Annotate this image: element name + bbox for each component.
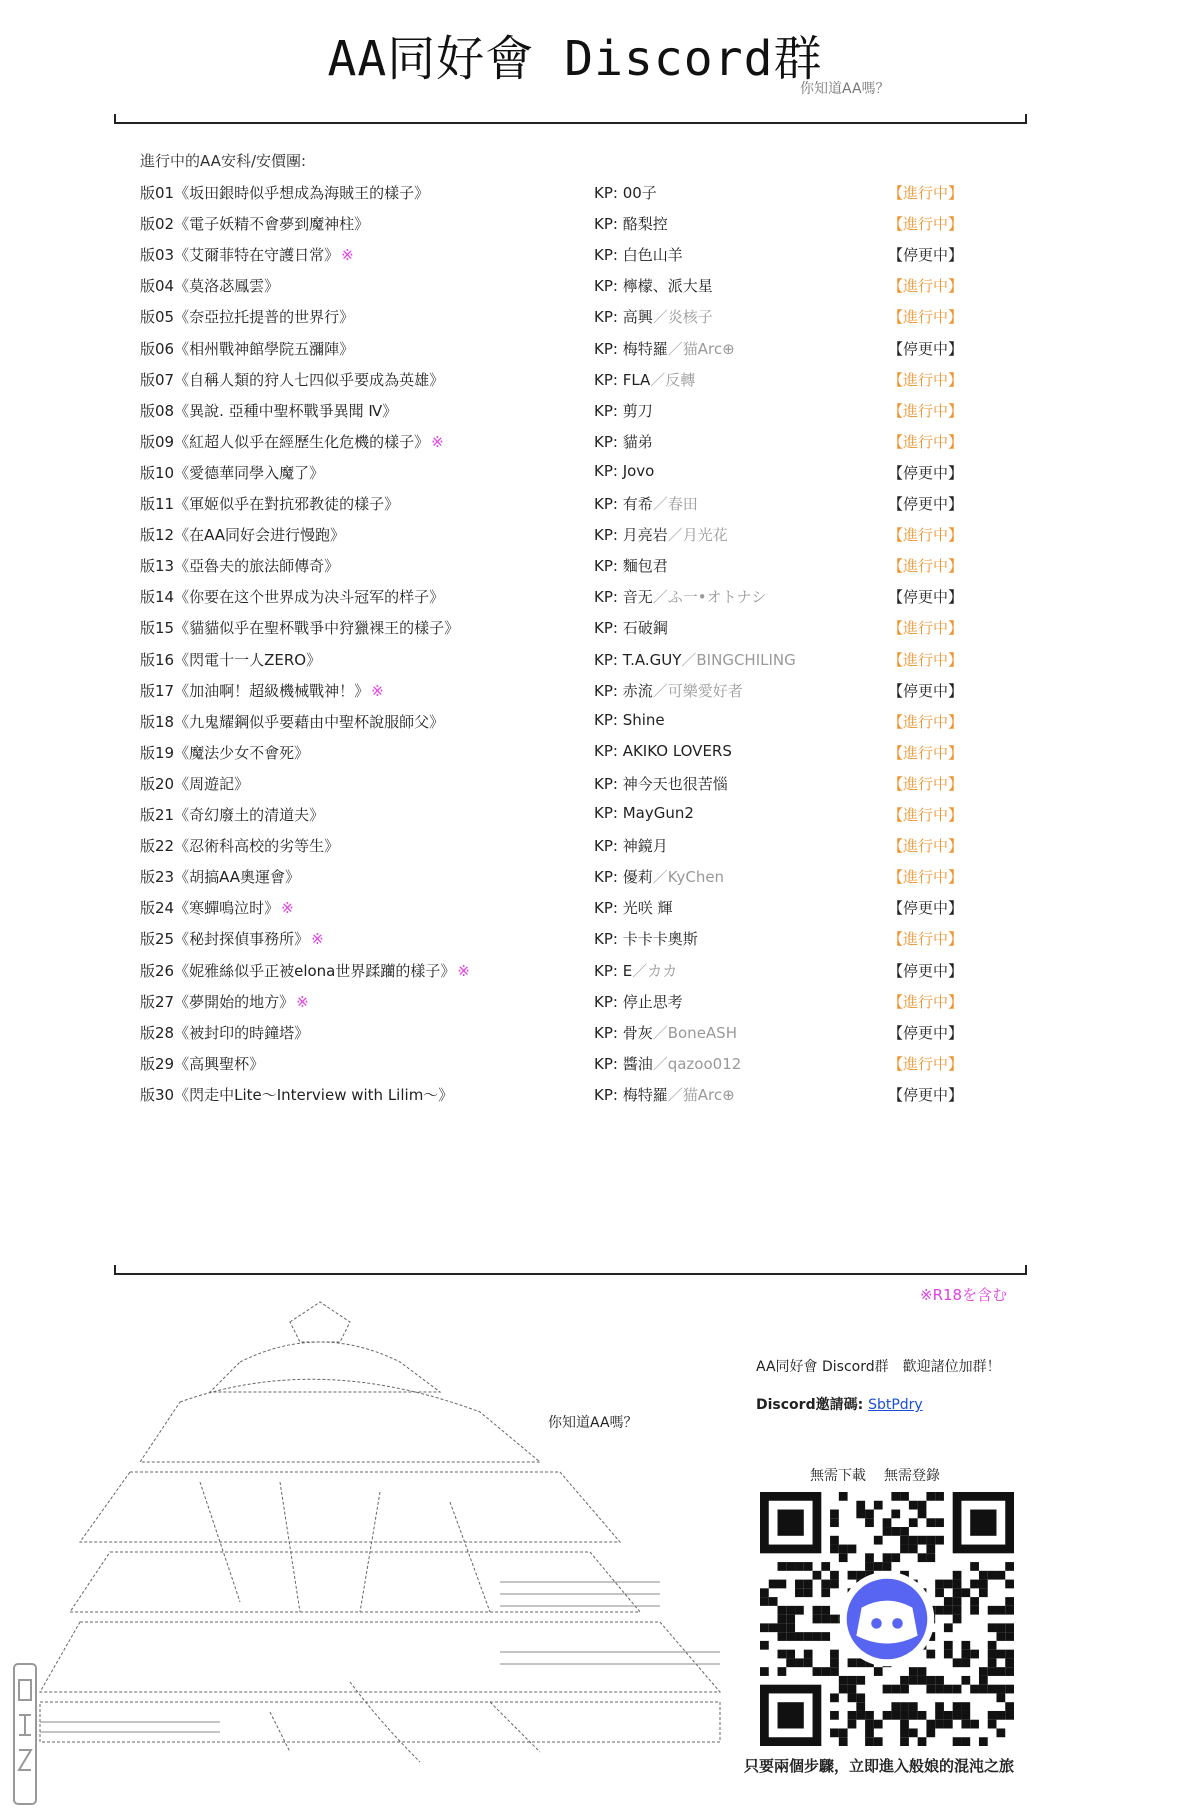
status-badge-active: 【進行中】 <box>888 992 964 1011</box>
r18-marker: ※ <box>341 246 354 265</box>
session-title-text: 版25《秘封探偵事務所》 <box>140 930 310 949</box>
session-title[interactable] <box>140 866 300 887</box>
status-badge-active: 【進行中】 <box>888 743 964 762</box>
kp-name: KP: AKIKO LOVERS <box>594 741 732 760</box>
session-title[interactable] <box>140 400 397 421</box>
discord-eye <box>871 1618 882 1629</box>
session-title-text: 版12《在AA同好会进行慢跑》 <box>140 526 346 545</box>
kp-name: KP: 音无 <box>594 588 653 607</box>
kp-alt-name: ／KyChen <box>652 868 725 887</box>
status-badge-active: 【進行中】 <box>888 837 964 856</box>
session-kp <box>594 493 698 514</box>
kp-alt-name: ／qazoo012 <box>652 1054 742 1073</box>
status-badge-active: 【進行中】 <box>888 215 964 234</box>
session-title[interactable] <box>140 928 324 949</box>
session-title[interactable] <box>140 586 444 607</box>
session-title-text: 版21《奇幻廢土的清道夫》 <box>140 806 325 824</box>
session-kp <box>594 1022 737 1043</box>
dm5-watermark-icon <box>10 1660 40 1810</box>
session-title[interactable] <box>140 1053 264 1074</box>
session-kp <box>594 338 735 359</box>
session-title-text: 版27《夢開始的地方》 <box>140 992 295 1011</box>
session-row[interactable] <box>0 1049 1200 1079</box>
session-row[interactable] <box>0 334 1200 364</box>
session-title[interactable] <box>140 244 354 265</box>
session-kp <box>594 991 683 1012</box>
status-badge-paused: 【停更中】 <box>888 463 964 482</box>
session-kp <box>594 524 728 545</box>
session-title-text: 版08《異說. 亞種中聖杯戰爭異聞 Ⅳ》 <box>140 401 398 420</box>
session-kp <box>594 617 668 638</box>
session-kp <box>594 711 665 729</box>
session-row[interactable] <box>0 582 1200 612</box>
kp-alt-name: ／可樂愛好者 <box>652 681 743 700</box>
kp-name: KP: T.A.GUY <box>594 650 682 669</box>
kp-name: KP: 酪梨控 <box>594 215 668 234</box>
session-title[interactable] <box>140 897 294 918</box>
kp-alt-name: ／BINGCHILING <box>681 650 796 669</box>
kp-name: KP: 有希 <box>594 495 653 513</box>
session-kp <box>594 400 653 421</box>
status-badge-paused: 【停更中】 <box>888 339 964 358</box>
session-title[interactable] <box>140 835 339 856</box>
session-row[interactable] <box>0 427 1200 457</box>
kp-name: KP: 光咲 輝 <box>594 899 673 918</box>
session-title-text: 版28《被封印的時鐘塔》 <box>140 1023 310 1042</box>
session-title-text: 版13《亞魯夫的旅法師傳奇》 <box>140 557 340 576</box>
kp-name: KP: Jovo <box>594 461 655 480</box>
status-badge-paused: 【停更中】 <box>888 961 964 980</box>
page-subtitle: 你知道AA嗎？ <box>800 81 890 97</box>
ascii-art-illustration <box>20 1282 740 1782</box>
invite-code-label: Discord邀請碼: <box>756 1397 869 1413</box>
session-kp <box>594 275 713 296</box>
footer-note: 只要兩個步驟，立即進入般娘的混沌之旅 <box>744 1757 1015 1775</box>
kp-alt-name: ／ふ一•オトナシ <box>652 588 767 607</box>
kp-name: KP: 檸檬、派大星 <box>594 277 713 296</box>
kp-name: KP: 石破鋼 <box>594 619 668 638</box>
session-kp <box>594 244 683 265</box>
session-row[interactable] <box>0 1080 1200 1110</box>
invite-code-line <box>756 1394 923 1414</box>
kp-name: KP: 神鏡月 <box>594 837 668 856</box>
kp-alt-name: ／カカ <box>632 961 678 980</box>
session-title[interactable] <box>140 555 339 576</box>
session-row[interactable] <box>0 551 1200 581</box>
session-row[interactable] <box>0 707 1200 737</box>
session-title-text: 版19《魔法少女不會死》 <box>140 743 310 762</box>
session-title[interactable] <box>140 711 444 732</box>
session-row[interactable] <box>0 302 1200 332</box>
session-row[interactable] <box>0 956 1200 986</box>
kp-name: KP: 赤流 <box>594 681 653 700</box>
status-badge-active: 【進行中】 <box>888 184 964 202</box>
session-row[interactable] <box>0 800 1200 830</box>
session-title-text: 版20《周遊記》 <box>140 774 250 793</box>
session-title[interactable] <box>140 306 354 327</box>
session-title-text: 版01《坂田銀時似乎想成為海賊王的樣子》 <box>140 184 430 202</box>
session-row[interactable] <box>0 178 1200 208</box>
kp-name: KP: 神今天也很苦惱 <box>594 774 728 793</box>
session-title[interactable] <box>140 1084 453 1105</box>
kp-name: KP: 停止思考 <box>594 992 683 1011</box>
r18-marker: ※ <box>281 899 294 918</box>
session-title-text: 版04《莫洛苾鳳雲》 <box>140 277 280 296</box>
session-title-text: 版26《妮雅絲似乎正被elona世界蹂躪的樣子》 <box>140 961 456 980</box>
qr-note-no-download: 無需下載 <box>810 1468 866 1484</box>
kp-name: KP: 剪刀 <box>594 401 653 420</box>
session-title-text: 版29《高興聖杯》 <box>140 1054 265 1073</box>
list-heading: 進行中的AA安科/安價團: <box>140 152 307 170</box>
session-title-text: 版02《電子妖精不會夢到魔神柱》 <box>140 215 370 234</box>
status-badge-active: 【進行中】 <box>888 806 964 824</box>
session-kp <box>594 1084 735 1105</box>
session-title-text: 版24《寒蟬鳴泣时》 <box>140 899 280 918</box>
session-row[interactable] <box>0 831 1200 861</box>
session-title[interactable] <box>140 804 324 825</box>
session-title-text: 版16《閃電十一人ZERO》 <box>140 650 322 669</box>
session-title[interactable] <box>140 1022 309 1043</box>
session-title-text: 版23《胡搞AA奧運會》 <box>140 868 301 887</box>
status-badge-active: 【進行中】 <box>888 277 964 296</box>
session-title[interactable] <box>140 338 354 359</box>
session-title[interactable] <box>140 369 444 390</box>
status-badge-active: 【進行中】 <box>888 619 964 638</box>
session-title[interactable] <box>140 742 309 763</box>
session-row[interactable] <box>0 396 1200 426</box>
session-title[interactable] <box>140 493 399 514</box>
session-kp <box>594 555 668 576</box>
status-badge-active: 【進行中】 <box>888 774 964 793</box>
art-caption: 你知道AA嗎？ <box>548 1415 638 1431</box>
r18-marker: ※ <box>431 432 444 451</box>
session-title[interactable] <box>140 960 470 981</box>
session-row[interactable] <box>0 613 1200 643</box>
status-badge-active: 【進行中】 <box>888 308 964 327</box>
session-title[interactable] <box>140 773 249 794</box>
session-title-text: 版17《加油啊！超級機械戰神！》 <box>140 681 370 700</box>
discord-face-shape <box>856 1601 917 1644</box>
status-badge-paused: 【停更中】 <box>888 681 964 700</box>
session-row[interactable] <box>0 645 1200 675</box>
kp-alt-name: ／BoneASH <box>652 1023 737 1042</box>
kp-name: KP: 高興 <box>594 308 653 327</box>
status-badge-paused: 【停更中】 <box>888 588 964 607</box>
kp-alt-name: ／猫Arc⊕ <box>667 339 735 358</box>
status-badge-paused: 【停更中】 <box>888 1023 964 1042</box>
kp-alt-name: ／反轉 <box>650 370 696 389</box>
session-row[interactable] <box>0 458 1200 488</box>
session-kp <box>594 960 677 981</box>
session-row[interactable] <box>0 987 1200 1017</box>
page-title: AA同好會 Discord群 <box>327 31 823 87</box>
session-title-text: 版06《相州戰神館學院五瀰陣》 <box>140 339 355 358</box>
session-title[interactable] <box>140 431 444 452</box>
kp-name: KP: 卡卡卡奧斯 <box>594 930 698 949</box>
kp-name: KP: 貓弟 <box>594 432 653 451</box>
session-kp <box>594 773 728 794</box>
qr-note <box>810 1465 958 1485</box>
session-row[interactable] <box>0 240 1200 270</box>
kp-name: KP: 梅特羅 <box>594 339 668 358</box>
session-title[interactable] <box>140 275 279 296</box>
session-kp <box>594 213 668 234</box>
session-kp <box>594 680 743 701</box>
session-row[interactable] <box>0 862 1200 892</box>
kp-name: KP: 麵包君 <box>594 557 668 576</box>
kp-name: KP: 月亮岩 <box>594 526 668 545</box>
kp-alt-name: ／月光花 <box>667 526 728 545</box>
status-badge-active: 【進行中】 <box>888 526 964 545</box>
session-title-text: 版11《軍姬似乎在對抗邪教徒的樣子》 <box>140 495 400 513</box>
session-kp <box>594 928 698 949</box>
session-title[interactable] <box>140 213 369 234</box>
session-kp <box>594 182 657 203</box>
session-kp <box>594 866 724 887</box>
session-row[interactable] <box>0 738 1200 768</box>
status-badge-active: 【進行中】 <box>888 1054 964 1073</box>
session-title-text: 版14《你要在这个世界成为决斗冠军的样子》 <box>140 588 445 607</box>
r18-note: ※R18を含む <box>920 1286 1008 1304</box>
session-title-text: 版15《貓貓似乎在聖杯戰爭中狩獵裸王的樣子》 <box>140 619 460 638</box>
session-title[interactable] <box>140 462 324 483</box>
session-kp <box>594 835 668 856</box>
session-row[interactable] <box>0 489 1200 519</box>
kp-name: KP: 優莉 <box>594 868 653 887</box>
invite-code-link[interactable]: SbtPdry <box>868 1397 923 1413</box>
status-badge-active: 【進行中】 <box>888 650 964 669</box>
session-kp <box>594 1053 741 1074</box>
session-title-text: 版03《艾爾菲特在守護日常》 <box>140 246 340 265</box>
kp-name: KP: 醬油 <box>594 1054 653 1073</box>
status-badge-active: 【進行中】 <box>888 930 964 949</box>
session-row[interactable] <box>0 520 1200 550</box>
session-row[interactable] <box>0 676 1200 706</box>
r18-marker: ※ <box>311 930 324 949</box>
status-badge-active: 【進行中】 <box>888 401 964 420</box>
status-badge-paused: 【停更中】 <box>888 246 964 265</box>
status-badge-active: 【進行中】 <box>888 712 964 731</box>
kp-name: KP: E <box>594 961 633 980</box>
session-kp <box>594 462 654 480</box>
session-kp <box>594 586 766 607</box>
session-kp <box>594 431 653 452</box>
r18-marker: ※ <box>371 681 384 700</box>
session-title-text: 版09《紅超人似乎在經歷生化危機的樣子》 <box>140 432 430 451</box>
session-kp <box>594 369 695 390</box>
session-row[interactable] <box>0 924 1200 954</box>
qr-note-no-login: 無需登錄 <box>884 1468 940 1484</box>
kp-name: KP: 00子 <box>594 184 657 202</box>
discord-eye <box>892 1618 903 1629</box>
promo-text: AA同好會 Discord群 歡迎諸位加群！ <box>756 1359 1001 1375</box>
bottom-divider <box>114 1273 1027 1275</box>
session-title[interactable] <box>140 649 321 670</box>
session-kp <box>594 649 796 670</box>
status-badge-paused: 【停更中】 <box>888 899 964 918</box>
kp-name: KP: MayGun2 <box>594 804 694 822</box>
session-row[interactable] <box>0 769 1200 799</box>
kp-name: KP: 白色山羊 <box>594 246 683 265</box>
status-badge-active: 【進行中】 <box>888 370 964 389</box>
r18-marker: ※ <box>296 992 309 1011</box>
session-kp <box>594 897 672 918</box>
kp-alt-name: ／猫Arc⊕ <box>667 1085 735 1104</box>
kp-name: KP: FLA <box>594 370 651 389</box>
r18-marker: ※ <box>457 961 470 980</box>
status-badge-paused: 【停更中】 <box>888 1085 964 1104</box>
kp-alt-name: ／炎核子 <box>652 308 713 327</box>
session-title-text: 版18《九鬼耀鋼似乎要藉由中聖杯說服師父》 <box>140 712 445 731</box>
session-title[interactable] <box>140 182 429 203</box>
qr-code-icon[interactable] <box>760 1492 1014 1746</box>
status-badge-active: 【進行中】 <box>888 557 964 576</box>
status-badge-active: 【進行中】 <box>888 432 964 451</box>
session-row[interactable] <box>0 209 1200 239</box>
session-title[interactable] <box>140 617 459 638</box>
session-row[interactable] <box>0 1018 1200 1048</box>
kp-name: KP: 梅特羅 <box>594 1085 668 1104</box>
session-title[interactable] <box>140 680 384 701</box>
session-kp <box>594 804 694 822</box>
session-row[interactable] <box>0 365 1200 395</box>
session-title-text: 版10《愛德華同學入魔了》 <box>140 463 325 482</box>
session-title-text: 版05《奈亞拉托提普的世界行》 <box>140 308 355 327</box>
kp-name: KP: Shine <box>594 710 665 729</box>
session-row[interactable] <box>0 271 1200 301</box>
session-title[interactable] <box>140 524 345 545</box>
top-divider <box>114 122 1027 124</box>
status-badge-paused: 【停更中】 <box>888 495 964 513</box>
session-title-text: 版07《自稱人類的狩人七四似乎要成為英雄》 <box>140 370 445 389</box>
session-title-text: 版30《閃走中Lite～Interview with Lilim～》 <box>140 1085 454 1104</box>
kp-name: KP: 骨灰 <box>594 1023 653 1042</box>
session-kp <box>594 742 732 760</box>
status-badge-active: 【進行中】 <box>888 868 964 887</box>
session-title-text: 版22《忍術科高校的劣等生》 <box>140 837 340 856</box>
kp-alt-name: ／春田 <box>652 495 698 513</box>
session-row[interactable] <box>0 893 1200 923</box>
session-kp <box>594 306 713 327</box>
session-title[interactable] <box>140 991 309 1012</box>
